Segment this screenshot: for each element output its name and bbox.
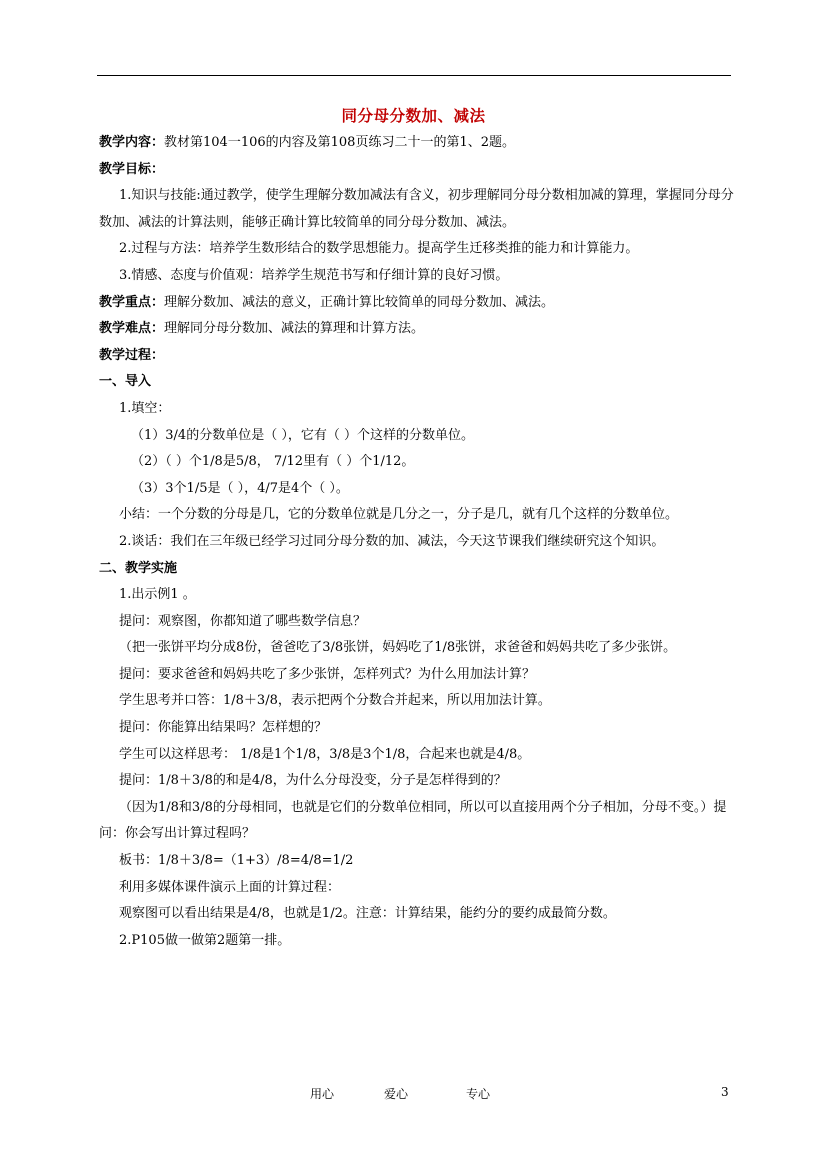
answer-4: （因为1/8和3/8的分母相同，也就是它们的分数单位相同，所以可以直接用两个分子相加，分母不变。）提问：你会写出计算过程吗？ xyxy=(99,799,727,842)
page-footer xyxy=(0,1085,827,1105)
footer-item-3: 专心 xyxy=(466,1087,491,1101)
goal-2: 2.过程与方法：培养学生数形结合的数学思想能力。提高学生迁移类推的能力和计算能力。 xyxy=(119,241,639,257)
teaching-difficulty xyxy=(99,316,734,343)
question-3: 提问：你能算出结果吗？怎样想的？ xyxy=(119,720,328,736)
footer-item-2: 爱心 xyxy=(384,1087,409,1101)
board-writing: 板书：1/8＋3/8=（1+3）/8=4/8=1/2 xyxy=(119,853,354,869)
key-text: 理解分数加、减法的意义，正确计算比较简单的同母分数加、减法。 xyxy=(164,294,555,310)
fill-question-1: （1）3/4的分数单位是（ ），它有（ ）个这样的分数单位。 xyxy=(131,427,474,443)
content-label: 教学内容： xyxy=(99,135,165,150)
footer-item-1: 用心 xyxy=(310,1087,335,1101)
document-title: 同分母分数加、减法 xyxy=(341,106,486,125)
header-rule xyxy=(97,75,731,76)
teaching-key xyxy=(99,290,734,317)
goal-1: 1.知识与技能:通过教学，使学生理解分数加减法有含义，初步理解同分母分数相加减的算理，掌握同分母分数加、减法的计算法则，能够正确计算比较简单的同分母分数加、减法。 xyxy=(99,188,734,230)
media-demo: 利用多媒体课件演示上面的计算过程： xyxy=(119,879,341,895)
key-label: 教学重点： xyxy=(99,294,165,310)
summary: 小结：一个分数的分母是几，它的分数单位就是几分之一，分子是几，就有几个这样的分数单位。 xyxy=(119,507,679,523)
fill-heading: 1.填空： xyxy=(119,400,171,416)
answer-1: （把一张饼平均分成8份，爸爸吃了3/8张饼，妈妈吃了1/8张饼，求爸爸和妈妈共吃了多少张饼。 xyxy=(119,640,677,656)
question-1: 提问：观察图，你都知道了哪些数学信息？ xyxy=(119,613,367,629)
question-4: 提问：1/8＋3/8的和是4/8，为什么分母没变，分子是怎样得到的？ xyxy=(119,773,507,789)
observe-note: 观察图可以看出结果是4/8，也就是1/2。注意：计算结果，能约分的要约成最简分数。 xyxy=(119,906,616,922)
page-number: 3 xyxy=(721,1085,729,1099)
document-body xyxy=(99,130,734,954)
difficulty-text: 理解同分母分数加、减法的算理和计算方法。 xyxy=(164,321,425,337)
fill-question-3: （3）3个1/5是（ ），4/7是4个（ ）。 xyxy=(131,480,349,496)
goals-label: 教学目标： xyxy=(99,161,165,177)
goal-3: 3.情感、态度与价值观：培养学生规范书写和仔细计算的良好习惯。 xyxy=(119,267,509,283)
content-text: 教材第104一106的内容及第108页练习二十一的第1、2题。 xyxy=(164,135,515,150)
part2-heading: 二、教学实施 xyxy=(99,560,178,576)
teaching-content xyxy=(99,130,734,157)
question-2: 提问：要求爸爸和妈妈共吃了多少张饼，怎样列式？为什么用加法计算？ xyxy=(119,666,536,682)
difficulty-label: 教学难点： xyxy=(99,321,165,337)
talk: 2.谈话：我们在三年级已经学习过同分母分数的加、减法，今天这节课我们继续研究这个知识。 xyxy=(119,533,665,549)
answer-3: 学生可以这样思考： 1/8是1个1/8，3/8是3个1/8，合起来也就是4/8。 xyxy=(119,746,531,762)
part1-heading: 一、导入 xyxy=(99,374,152,390)
example: 1.出示例1 。 xyxy=(119,587,196,603)
process-label: 教学过程： xyxy=(99,347,165,363)
practice: 2.P105做一做第2题第一排。 xyxy=(119,932,291,948)
fill-question-2: （2）（ ）个1/8是5/8， 7/12里有（ ）个1/12。 xyxy=(131,454,415,470)
answer-2: 学生思考并口答：1/8＋3/8，表示把两个分数合并起来，所以用加法计算。 xyxy=(119,693,551,709)
